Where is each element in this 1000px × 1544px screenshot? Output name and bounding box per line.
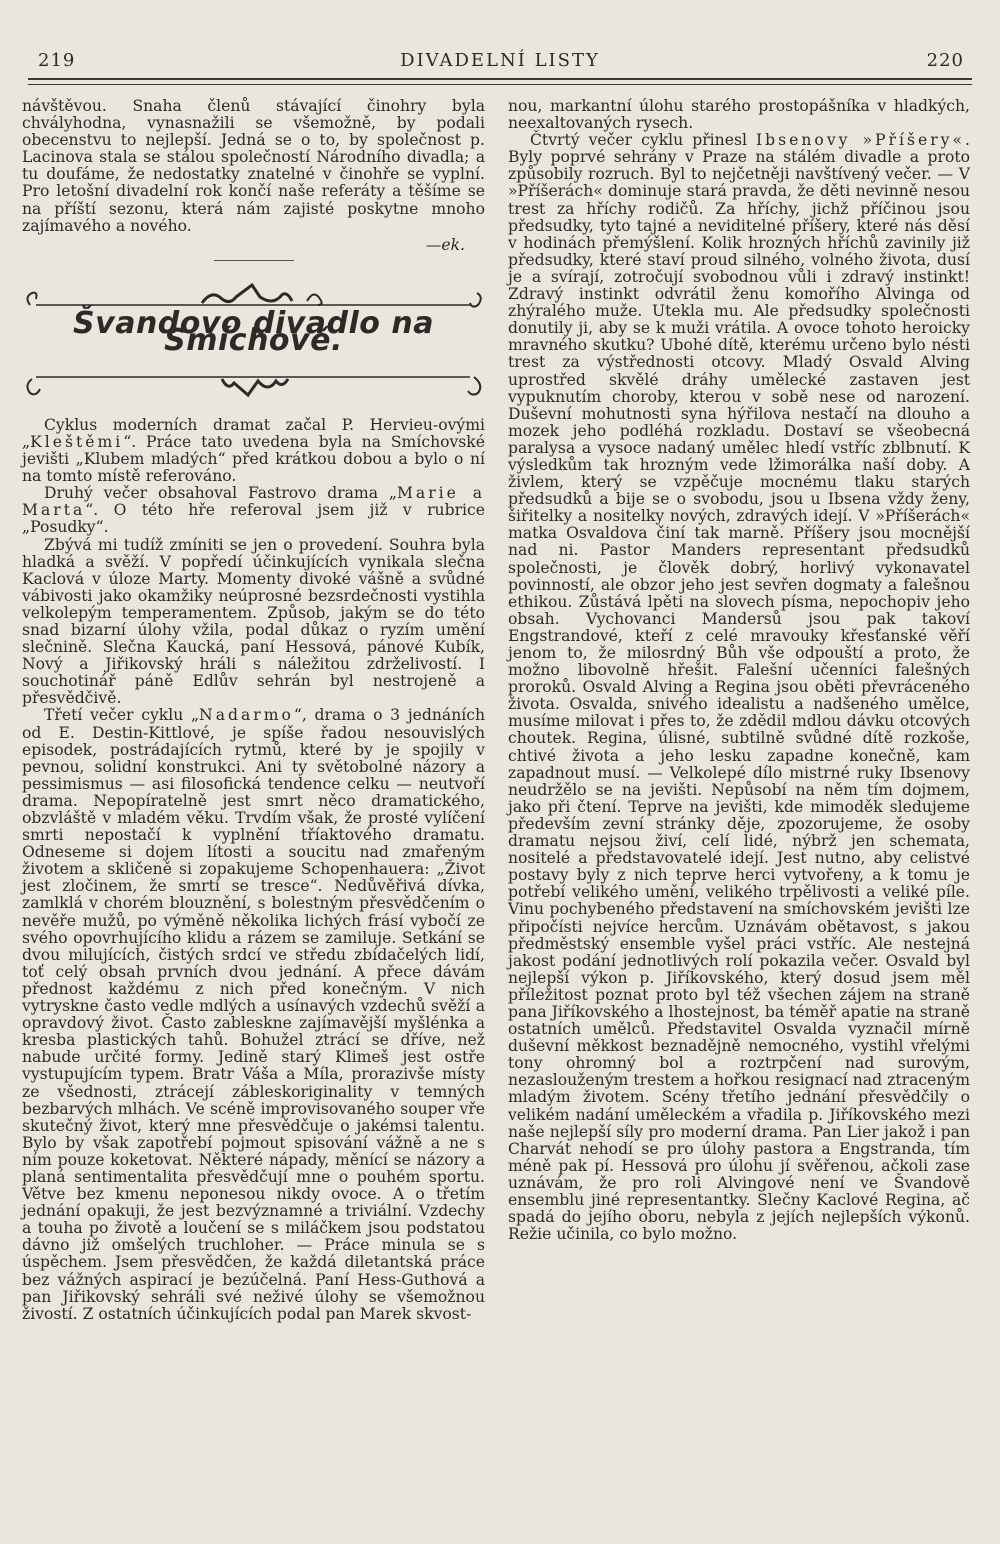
page-number-right: 220	[926, 50, 964, 71]
paragraph-performance: Zbývá mi tudíž zmíniti se jen o provedení. Souhra byla hladká a svěží. V popředí účinkujících vynikala slečna Kaclová v úloze Marty. Momenty divoké vášně a svůdné vábivosti jako okamžiky neúprosné bezsrdečnosti vystihla velkolepým temperamentem. Způsob, jakým se do této snad bizarní úlohy vžila, podal důkaz o ryzím umění slečnině. Slečna Kaucká, paní Hessová, pánové Kubík, Nový a Jiřikovský hráli s náležitou zdrželivostí. I souchotinář páně Edlův sehrán byl nestrojeně a přesvědčivě.	[22, 535, 485, 708]
ornament-bottom-icon	[22, 365, 485, 405]
paragraph-cycle: Cyklus moderních dramat začal P. Hervieu-ovými „Kleštěmi“. Práce tato uvedena byla na Smíchovské jevišti „Klubem mladých“ před krátkou dobou a bylo o ní na tomto místě referováno.	[22, 415, 485, 486]
play-title-nadarmo: Nadarmo	[199, 706, 294, 725]
play-title-klestemi: Kleštěmi	[30, 432, 124, 451]
right-column	[508, 98, 970, 1243]
left-column	[22, 98, 485, 1323]
section-title: Švandovo divadlo na Smíchově.	[73, 305, 434, 358]
paragraph-second-evening: Druhý večer obsahoval Fastrovo drama „Marie a Marta“. O této hře referoval jsem již v rubrice „Posudky“.	[22, 484, 485, 537]
paragraph-fourth-evening: Čtvrtý večer cyklu přinesl Ibsenovy »Příšery«. Byly poprvé sehrány v Praze na stálém divadle a proto způsobily rozruch. Byl to nejčetněji navštívený večer. — V »Příšerách« dominuje stará pravda, že děti nevinně nesou trest za hříchy rodičů. Za hříchy, jichž příčinou jsou předsudky, tyto tajné a neviditelné příšery, které nás děsí v hodinách přemýšlení. Kolik hrozných hříchů zavinily již předsudky, které staví proud silného, volného života, dusí je a svírají, zotročují svobodnou vůli i zdravý instinkt! Zdravý instinkt odvrátil ženu komořího Alvinga od zhýralého muže. Utekla mu. Ale předsudky společnosti donutily ji, aby se k muži vrátila. A ovoce tohoto heroicky mravného skutku? Ubohé dítě, kterému určeno bylo nésti trest za výstřednosti otcovy. Mladý Osvald Alving uprostřed skvělé dráhy umělecké zastaven jest vypuknutím choroby, kterou v sobě nese od narození. Duševní mohutnosti syna hýřilova nestačí na dlouho a mozek jeho podléhá rozkladu. Dostaví se všeobecná paralysa a vysoce nadaný umělec hledí vstříc zblbnutí. K výsledkům tak hrozným vede lžimorálka naší doby. A živlem, který se vzpěčuje mocnému tlaku starých předsudků a bije se o svobodu, jsou u Ibsena vždy ženy, šiřitelky a nositelky nových, zdravých idejí. V »Příšerách« matka Osvaldova činí tak marně. Příšery jsou mocnější nad ni. Pastor Manders representant předsudků společnosti, je člověk dobrý, horlivý vykonavatel povinností, ale obzor jeho jest sevřen dogmaty a falešnou ethikou. Zůstává lpěti na slovech písma, nepochopiv jeho obsah. Vychovanci Mandersů jsou pak takoví Engstrandové, kteří z celé mravouky křesťanské věří jenom to, že milosrdný Bůh vše odpouští a proto, že možno libovolně hřešit. Falešní učenníci falešných proroků. Osvald Alving a Regina jsou oběti převráceného života. Osvalda, snivého idealistu a nadšeného umělce, musíme milovat i přes to, že zdědil mdlou dávku otcových choutek. Regina, úlisné, subtilně svůdné dítě rozkoše, chtivé života a jeho lesku zapadne konečně, kam zapadnout musí. — Velkolepé dílo mistrné ruky Ibsenovy neudržělo se na jevišti. Nepůsobí na něm tím dojmem, jako při čtení. Teprve na jevišti, kde mimoděk sledujeme především zevní stránky děje, zpozorujeme, že osoby dramatu nejsou živí, celí lidé, nýbrž jen schemata, nositelé a představovatelé idejí. Jest nutno, aby celistvé postavy byly z nich teprve herci vytvořeny, a k tomu je potřebí velikého umění, velikého trpělivosti a veliké píle. Vinu pochybeného představení na smíchovském jevišti lze připočísti nejvíce hercům. Uznávám obětavost, s jakou předměstský ensemble vyšel práci vstříc. Ale nestejná jakost podání jednotlivých rolí pokazila večer. Osvald byl nejlepší výkon p. Jiříkovského, který dosud jsem měl příležitost poznat proto byl též všechen zájem na straně pana Jiříkovského a lhostejnost, ba téměř apatie na straně ostatních umělců. Představitel Osvalda vyznačil mírně duševní měkkost beznadějně nemocného, vystihl vřelými tony ohromný bol a roztrpčení nad surovým, nezaslouženým trestem a hořkou resignací nad ztraceným mladým životem. Scény třetího jednání přesvědčily o velikém nadání uměleckém a vřadila p. Jiříkovského mezi naše nejlepší síly pro moderní drama. Pan Lier jakož i pan Charvát nehodí se pro úlohy pastora a Engstranda, tím méně pak pí. Hessová pro úlohu jí svěřenou, ačkoli zase uznávám, že pro roli Alvingové není ve Švandově ensemblu jiné representantky. Slečny Kaclové Regina, ač spadá do jejího oboru, nebyla z jejích nejlepších výkonů. Režie učinila, co bylo možno.	[508, 131, 970, 1244]
intro-paragraph: návštěvou. Snaha členů stávající činohry byla chvályhodna, vynasnažili se všemožně, by podali obecenstvu to nejlepší. Jedná se o to, by společnost p. Lacinova stala se stálou společností Národního divadla; a tu doufáme, že nedostatky znatelné v činohře se vyplní. Pro letošní divadelní rok končí naše referáty a těšíme se na příští sezonu, která nám zajisté poskytne mnoho zajímavého a nového.	[22, 97, 485, 235]
section-heading-block	[22, 269, 485, 417]
play-title-marie-a-marta: Marie a Marta	[22, 484, 485, 520]
short-rule	[214, 260, 294, 261]
paragraph-continuation: nou, markantní úlohu starého prostopášníka v hladkých, neexaltovaných rysech.	[508, 97, 970, 133]
page-number-left: 219	[38, 50, 76, 71]
journal-title: DIVADELNÍ LISTY	[400, 50, 600, 71]
paragraph-third-evening: Třetí večer cyklu „Nadarmo“, drama o 3 jednáních od E. Destin-Kittlové, je spíše řadou nesouvislých episodek, postrádajících rytmů, které by je spojily v pevnou, solidní konstrukci. Ani ty světobolné názory a pessimismus — asi filosofická tendence celku — neutvoří drama. Nepopíratelně jest smrt něco dramatického, obzvláště v mladém věku. Trvdím však, že prosté vylíčení smrti nepostačí k vyplnění tříaktového dramatu. Odneseme si dojem lítosti a soucitu nad zmařeným životem a skličeně si zopakujeme Schopenhauera: „Život jest zločinem, že smrtí se tresce“. Nedůvěřivá dívka, zamlklá v chorém blouznění, s bolestným přesvědčením o nevěře mužů, po výměně několika lichých frásí vybočí ze svého opovrhujícího klidu a rázem se zamiluje. Setkání se dvou milujících, čistých srdcí ve středu zbídačelých lidí, toť celý obsah prvních dvou jednání. A přece dávám přednost každému z nich před konečným. V nich vytryskne často vedle mdlých a usínavých vzdechů svěží a opravdový život. Často zableskne zajímavější myšlénka a kresba plastických tahů. Bohužel ztrácí se dříve, než nabude určité formy. Jedině starý Klimeš jest ostře vystupujícím typem. Bratr Váša a Míla, prorazivše místy ze všednosti, ztrácejí zábleskoriginality v temných bezbarvých mlhách. Ve scéně improvisovaného souper vře skutečný život, který mne přesvědčuje o jakémsi talentu. Bylo by však zapotřebí pojmout spisování vážně a ne s ním pouze koketovat. Některé nápady, měnící se názory a planá sentimentalita přesvědčují mne o pouhém sportu. Větve bez kmenu neponesou nikdy ovoce. A o třetím jednání opakuji, že jest bezvýznamné a triviální. Vzdechy a touha po životě a loučení se s miláčkem jsou podstatou dávno již omšelých truchloher. — Práce minula se s úspěchem. Jsem přesvědčen, že každá diletantská práce bez vážných aspirací je bezúčelná. Paní Hess-Guthová a pan Jiřikovský sehráli své neživé úlohy se všemožnou živostí. Z ostatních účinkujících podal pan Marek skvost-	[22, 706, 486, 1323]
play-title-prisery: Ibsenovy »Příšery«	[756, 131, 966, 150]
signature: —ek.	[425, 235, 465, 254]
header-rule	[28, 78, 972, 85]
page-header	[28, 50, 972, 78]
